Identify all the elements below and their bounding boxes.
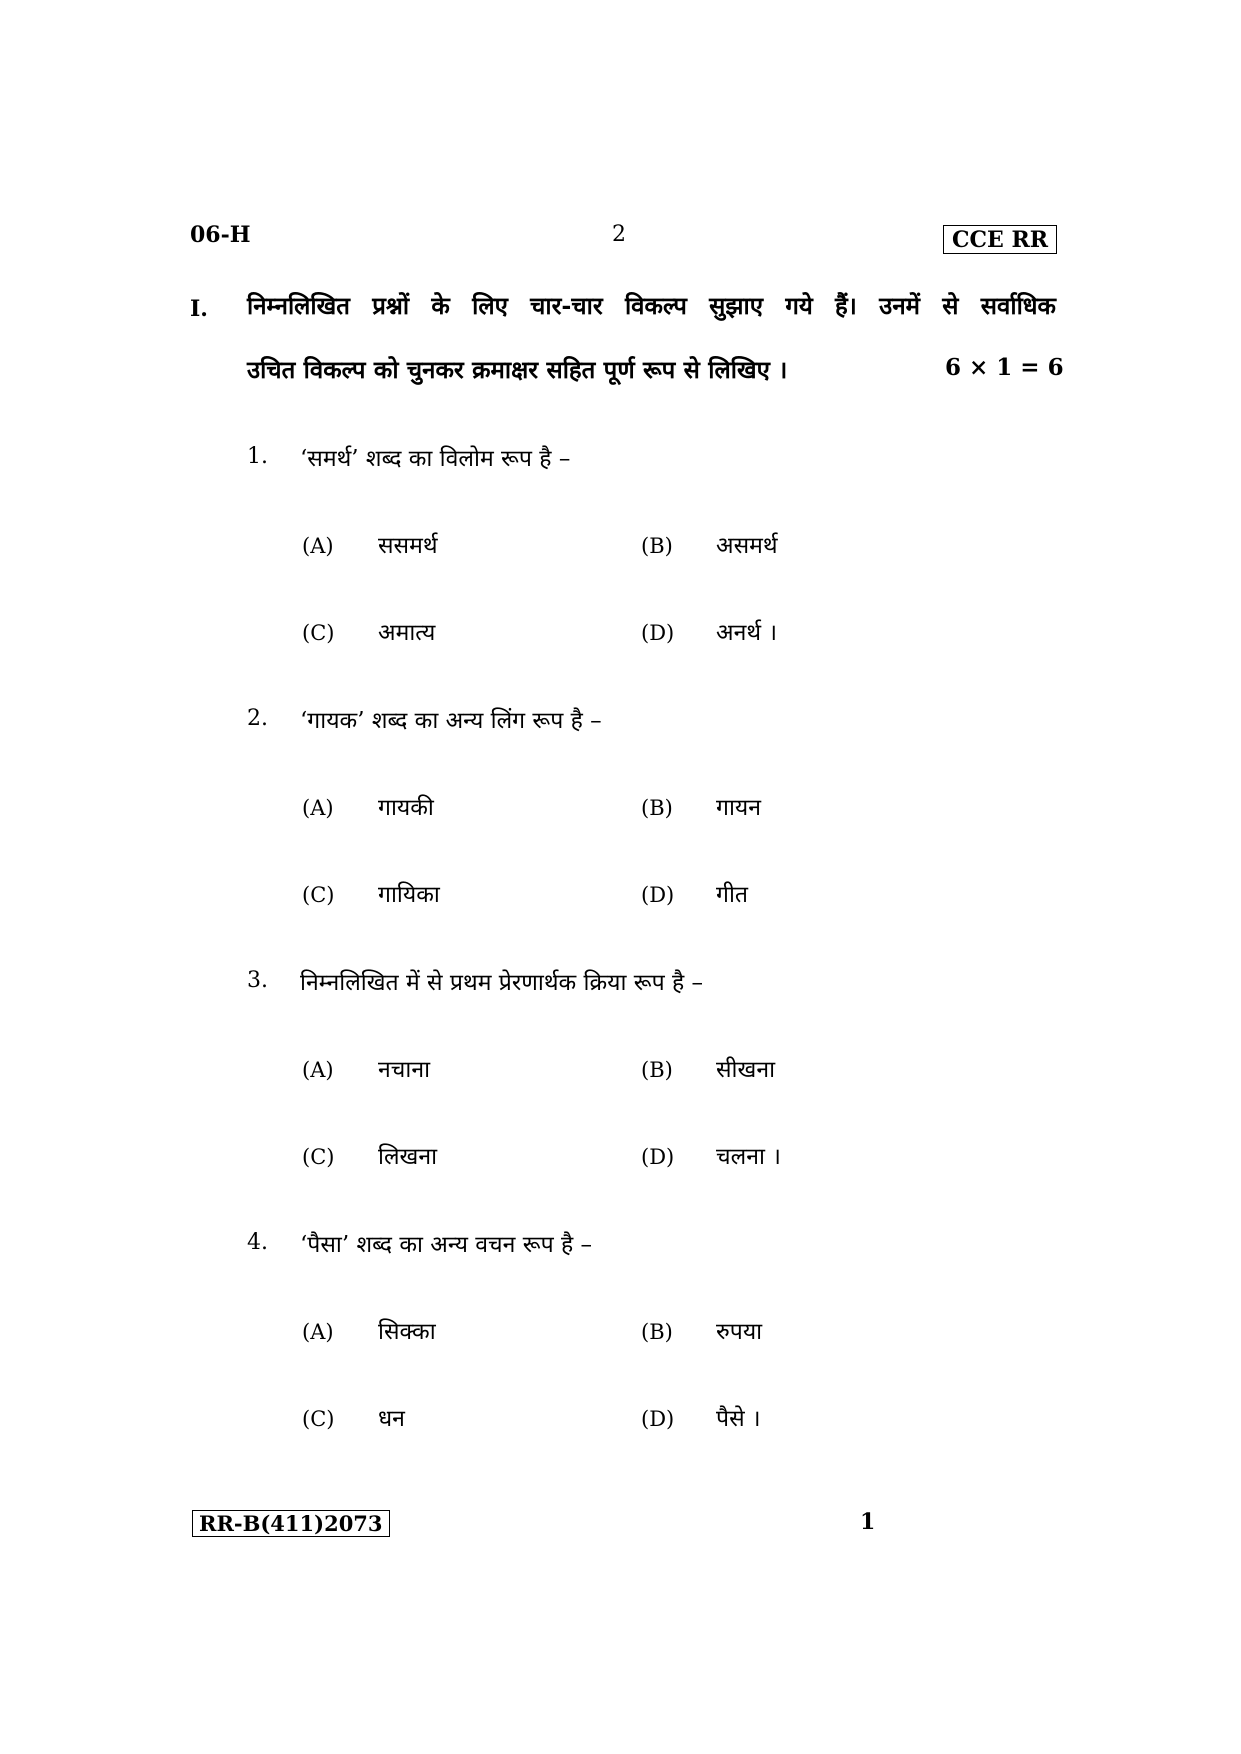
footer-code-box: RR-B(411)2073 (192, 1510, 390, 1537)
option-text: सीखना (716, 1057, 776, 1083)
option-label: (C) (302, 1407, 335, 1431)
question-number: 3. (247, 968, 268, 993)
option-label: (A) (302, 1058, 334, 1082)
option-text: अनर्थ । (716, 620, 778, 646)
option-text: नचाना (378, 1057, 431, 1083)
option-text: ससमर्थ (378, 533, 438, 559)
option-label: (B) (641, 1320, 673, 1344)
option-label: (A) (302, 534, 334, 558)
section-number: I. (190, 296, 208, 322)
marks-allocation: 6 × 1 = 6 (945, 354, 1064, 381)
option-text: धन (378, 1406, 405, 1432)
option-text: चलना । (716, 1144, 781, 1170)
option-text: गायिका (378, 882, 440, 908)
paper-code: 06-H (190, 222, 251, 248)
instruction-line-1: निम्नलिखित प्रश्नों के लिए चार-चार विकल्प सुझाए गये हैं। उनमें से सर्वाधिक (247, 291, 1056, 320)
question-text: ‘पैसा’ शब्द का अन्य वचन रूप है – (300, 1232, 593, 1258)
question-text: ‘समर्थ’ शब्द का विलोम रूप है – (300, 446, 571, 472)
option-text: गायकी (378, 795, 434, 821)
option-text: सिक्का (378, 1319, 436, 1345)
option-text: गायन (716, 795, 762, 821)
question-number: 1. (247, 444, 268, 469)
option-label: (B) (641, 534, 673, 558)
option-text: असमर्थ (716, 533, 778, 559)
option-text: गीत (716, 882, 749, 908)
option-label: (D) (641, 883, 675, 907)
option-label: (A) (302, 1320, 334, 1344)
option-label: (B) (641, 796, 673, 820)
instruction-line-2: उचित विकल्प को चुनकर क्रमाक्षर सहित पूर्ण रूप से लिखिए । (247, 355, 788, 384)
option-text: अमात्य (378, 620, 436, 646)
option-label: (C) (302, 883, 335, 907)
option-label: (D) (641, 1407, 675, 1431)
option-label: (C) (302, 621, 335, 645)
paper-type-box: CCE RR (943, 225, 1057, 254)
option-label: (B) (641, 1058, 673, 1082)
option-text: पैसे । (716, 1406, 761, 1432)
question-text: निम्नलिखित में से प्रथम प्रेरणार्थक क्रिया रूप है – (300, 970, 704, 996)
page-number: 2 (612, 222, 626, 247)
question-number: 4. (247, 1230, 268, 1255)
option-text: रुपया (716, 1319, 763, 1345)
option-text: लिखना (378, 1144, 438, 1170)
option-label: (C) (302, 1145, 335, 1169)
option-label: (D) (641, 1145, 675, 1169)
question-number: 2. (247, 706, 268, 731)
footer-number: 1 (860, 1509, 876, 1535)
option-label: (D) (641, 621, 675, 645)
question-text: ‘गायक’ शब्द का अन्य लिंग रूप है – (300, 708, 602, 734)
option-label: (A) (302, 796, 334, 820)
